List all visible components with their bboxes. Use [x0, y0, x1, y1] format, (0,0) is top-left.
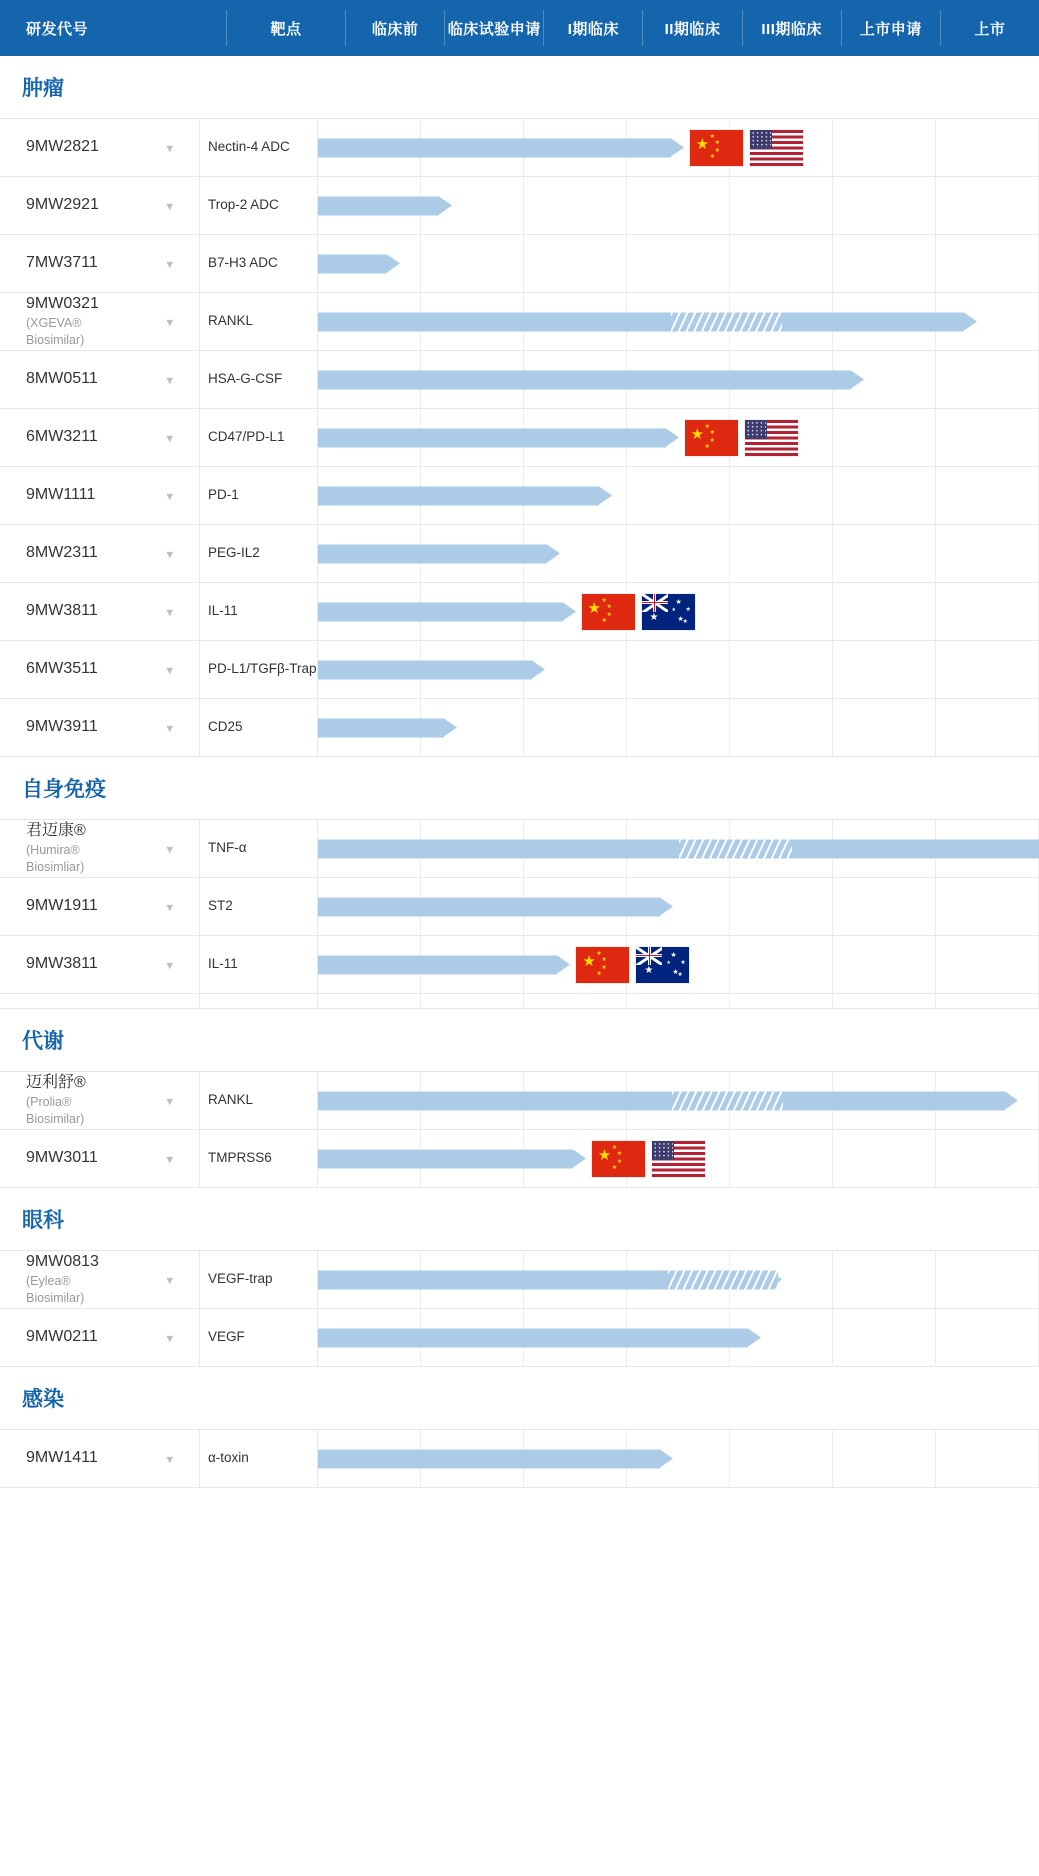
drug-code-label: 7MW3711 — [26, 254, 98, 272]
target-label: PD-L1/TGFβ-Trap — [200, 641, 318, 698]
chevron-down-icon[interactable]: ▾ — [166, 1451, 173, 1466]
progress-bar — [318, 544, 547, 563]
target-label: PD-1 — [200, 467, 318, 524]
chevron-down-icon[interactable]: ▾ — [166, 546, 173, 561]
drug-code-label: 9MW3011 — [26, 1149, 98, 1167]
chevron-down-icon[interactable]: ▾ — [166, 488, 173, 503]
chevron-down-icon[interactable]: ▾ — [166, 1093, 173, 1108]
drug-code-label: 9MW1411 — [26, 1449, 98, 1467]
stage-lanes — [318, 1130, 1039, 1187]
progress-arrow-icon — [387, 255, 400, 273]
table-row[interactable] — [0, 1072, 1039, 1130]
chevron-down-icon[interactable]: ▾ — [166, 1272, 173, 1287]
chevron-down-icon[interactable]: ▾ — [166, 841, 173, 856]
target-label: RANKL — [200, 1072, 318, 1129]
china-flag-icon: ★ ★ ★ ★ ★ — [576, 947, 629, 983]
pipeline-body — [0, 56, 1039, 1488]
progress-layer — [318, 820, 1039, 877]
drug-code-cell — [0, 293, 200, 350]
progress-layer — [318, 1430, 1039, 1487]
stage-lanes — [318, 878, 1039, 935]
progress-bar — [318, 138, 671, 157]
column-header-preclinical: 临床前 — [371, 20, 419, 38]
drug-code-cell — [0, 1251, 200, 1308]
column-header-nda: 上市申请 — [859, 20, 922, 38]
drug-code-label: 9MW0813 — [26, 1253, 99, 1271]
usa-flag-icon — [745, 420, 798, 456]
section-title-5: 感染 — [0, 1367, 1039, 1430]
progress-arrow-icon — [666, 429, 679, 447]
progress-arrow-icon — [1005, 1092, 1018, 1110]
target-label: CD25 — [200, 699, 318, 756]
progress-bar — [318, 718, 444, 737]
chevron-down-icon[interactable]: ▾ — [166, 314, 173, 329]
progress-bar — [318, 1328, 748, 1347]
progress-layer — [318, 583, 1039, 640]
drug-code-cell — [0, 235, 200, 292]
progress-arrow-icon — [573, 1150, 586, 1168]
column-header-phase1: I期临床 — [567, 20, 619, 38]
table-row[interactable] — [0, 351, 1039, 409]
drug-code-label: 9MW2821 — [26, 138, 99, 156]
progress-arrow-icon — [563, 603, 576, 621]
table-header — [0, 0, 1039, 56]
target-label — [200, 994, 318, 1008]
drug-code-label: 9MW0211 — [26, 1328, 98, 1346]
progress-bar — [318, 312, 964, 331]
progress-arrow-icon — [671, 139, 684, 157]
stage-lanes — [318, 699, 1039, 756]
region-flags — [690, 130, 803, 166]
stage-lanes — [318, 1072, 1039, 1129]
chevron-down-icon[interactable]: ▾ — [166, 604, 173, 619]
progress-bar — [318, 1449, 660, 1468]
table-row[interactable] — [0, 119, 1039, 177]
table-row[interactable] — [0, 1251, 1039, 1309]
progress-layer — [318, 641, 1039, 698]
progress-hatched-segment — [679, 839, 792, 858]
target-label: ST2 — [200, 878, 318, 935]
target-label: VEGF-trap — [200, 1251, 318, 1308]
china-flag-icon: ★ ★ ★ ★ ★ — [582, 594, 635, 630]
china-flag-icon: ★ ★ ★ ★ ★ — [690, 130, 743, 166]
usa-flag-icon — [750, 130, 803, 166]
progress-bar — [318, 428, 666, 447]
table-row[interactable] — [0, 177, 1039, 235]
stage-lanes — [318, 293, 1039, 350]
target-label: PEG-IL2 — [200, 525, 318, 582]
drug-code-label: 君迈康® — [26, 822, 86, 840]
chevron-down-icon[interactable]: ▾ — [166, 198, 173, 213]
table-row[interactable] — [0, 994, 1039, 1009]
progress-bar — [318, 839, 1039, 858]
table-row[interactable] — [0, 820, 1039, 878]
region-flags — [582, 594, 695, 630]
drug-code-cell — [0, 878, 200, 935]
table-row[interactable] — [0, 525, 1039, 583]
drug-code-cell — [0, 351, 200, 408]
target-label: VEGF — [200, 1309, 318, 1366]
chevron-down-icon[interactable]: ▾ — [166, 957, 173, 972]
stage-lanes — [318, 119, 1039, 176]
progress-arrow-icon — [748, 1329, 761, 1347]
target-label: TNF-α — [200, 820, 318, 877]
china-flag-icon: ★ ★ ★ ★ ★ — [592, 1141, 645, 1177]
progress-bar — [318, 1270, 769, 1289]
table-row[interactable] — [0, 235, 1039, 293]
progress-arrow-icon — [964, 313, 977, 331]
progress-layer — [318, 1130, 1039, 1187]
table-row[interactable] — [0, 1430, 1039, 1488]
progress-arrow-icon — [439, 197, 452, 215]
progress-bar — [318, 486, 599, 505]
progress-hatched-segment — [671, 312, 782, 331]
drug-code-cell — [0, 583, 200, 640]
target-label: B7-H3 ADC — [200, 235, 318, 292]
progress-bar — [318, 660, 532, 679]
progress-arrow-icon — [660, 898, 673, 916]
progress-layer — [318, 936, 1039, 993]
table-row[interactable] — [0, 293, 1039, 351]
drug-code-label: 8MW0511 — [26, 370, 98, 388]
drug-code-sublabel: (XGEVA® Biosimilar) — [26, 316, 85, 347]
usa-flag-icon — [652, 1141, 705, 1177]
target-label: CD47/PD-L1 — [200, 409, 318, 466]
table-row[interactable] — [0, 409, 1039, 467]
drug-code-sublabel: (Eylea® Biosimilar) — [26, 1274, 85, 1305]
australia-flag-icon: ★ ★ ★ ★ ★ ★ — [636, 947, 689, 983]
region-flags — [576, 947, 689, 983]
drug-code-label: 6MW3211 — [26, 428, 98, 446]
progress-layer — [318, 119, 1039, 176]
drug-code-cell — [0, 641, 200, 698]
progress-bar — [318, 1149, 573, 1168]
progress-bar — [318, 897, 660, 916]
progress-bar — [318, 955, 557, 974]
stage-lanes — [318, 641, 1039, 698]
progress-layer — [318, 235, 1039, 292]
progress-bar — [318, 254, 387, 273]
column-header-target: 靶点 — [270, 20, 302, 38]
progress-bar — [318, 1091, 1005, 1110]
progress-arrow-icon — [547, 545, 560, 563]
progress-arrow-icon — [444, 719, 457, 737]
stage-lanes — [318, 467, 1039, 524]
chevron-down-icon[interactable]: ▾ — [166, 662, 173, 677]
drug-code-cell — [0, 1072, 200, 1129]
drug-code-cell — [0, 409, 200, 466]
progress-arrow-icon — [532, 661, 545, 679]
stage-lanes — [318, 1309, 1039, 1366]
chevron-down-icon[interactable]: ▾ — [166, 256, 173, 271]
chevron-down-icon[interactable]: ▾ — [166, 899, 173, 914]
drug-code-label: 9MW1111 — [26, 486, 96, 504]
drug-code-cell — [0, 119, 200, 176]
drug-code-label: 9MW0321 — [26, 295, 99, 313]
stage-lanes — [318, 1251, 1039, 1308]
progress-layer — [318, 878, 1039, 935]
stage-lanes — [318, 525, 1039, 582]
chevron-down-icon[interactable]: ▾ — [166, 430, 173, 445]
progress-layer — [318, 1072, 1039, 1129]
progress-layer — [318, 1251, 1039, 1308]
progress-arrow-icon — [660, 1450, 673, 1468]
china-flag-icon: ★ ★ ★ ★ ★ — [685, 420, 738, 456]
section-title-2: 自身免疫 — [0, 757, 1039, 820]
chevron-down-icon[interactable]: ▾ — [166, 1151, 173, 1166]
chevron-down-icon[interactable]: ▾ — [166, 372, 173, 387]
table-row[interactable] — [0, 467, 1039, 525]
column-header-phase2: II期临床 — [664, 20, 721, 38]
section-title-3: 代谢 — [0, 1009, 1039, 1072]
target-label: IL-11 — [200, 936, 318, 993]
chevron-down-icon[interactable]: ▾ — [166, 140, 173, 155]
column-header-marketed: 上市 — [974, 20, 1006, 38]
column-header-phase3: III期临床 — [761, 20, 822, 38]
progress-layer — [318, 293, 1039, 350]
table-row[interactable] — [0, 583, 1039, 641]
stage-lanes — [318, 409, 1039, 466]
drug-code-label: 9MW2921 — [26, 196, 99, 214]
stage-lanes — [318, 936, 1039, 993]
progress-bar — [318, 196, 439, 215]
column-header-code: 研发代号 — [26, 20, 89, 38]
progress-layer — [318, 994, 1039, 1008]
target-label: Nectin-4 ADC — [200, 119, 318, 176]
drug-code-cell — [0, 820, 200, 877]
target-label: Trop-2 ADC — [200, 177, 318, 234]
stage-lanes — [318, 820, 1039, 877]
drug-code-cell — [0, 699, 200, 756]
target-label: α-toxin — [200, 1430, 318, 1487]
target-label: HSA-G-CSF — [200, 351, 318, 408]
drug-code-cell — [0, 177, 200, 234]
progress-layer — [318, 409, 1039, 466]
drug-code-label: 9MW1911 — [26, 897, 98, 915]
section-title-1: 肿瘤 — [0, 56, 1039, 119]
drug-code-label: 迈利舒® — [26, 1074, 86, 1092]
table-row[interactable] — [0, 1130, 1039, 1188]
region-flags — [685, 420, 798, 456]
drug-code-cell — [0, 936, 200, 993]
progress-arrow-icon — [557, 956, 570, 974]
chevron-down-icon[interactable]: ▾ — [166, 720, 173, 735]
target-label: RANKL — [200, 293, 318, 350]
chevron-down-icon[interactable]: ▾ — [166, 1330, 173, 1345]
table-row[interactable] — [0, 699, 1039, 757]
progress-layer — [318, 467, 1039, 524]
progress-arrow-icon — [599, 487, 612, 505]
stage-lanes — [318, 235, 1039, 292]
drug-code-cell — [0, 525, 200, 582]
drug-code-cell — [0, 467, 200, 524]
stage-lanes — [318, 1430, 1039, 1487]
stage-lanes — [318, 351, 1039, 408]
drug-code-cell — [0, 1130, 200, 1187]
drug-code-sublabel: (Humira® Biosimliar) — [26, 843, 85, 874]
table-row[interactable] — [0, 641, 1039, 699]
stage-lanes — [318, 583, 1039, 640]
drug-code-cell — [0, 994, 200, 1008]
table-row[interactable] — [0, 878, 1039, 936]
region-flags — [592, 1141, 705, 1177]
drug-code-label: 6MW3511 — [26, 660, 98, 678]
progress-arrow-icon — [851, 371, 864, 389]
drug-code-label: 9MW3911 — [26, 718, 98, 736]
target-label: IL-11 — [200, 583, 318, 640]
table-row[interactable] — [0, 1309, 1039, 1367]
target-label: TMPRSS6 — [200, 1130, 318, 1187]
section-title-4: 眼科 — [0, 1188, 1039, 1251]
column-header-ind: 临床试验申请 — [447, 20, 541, 38]
australia-flag-icon: ★ ★ ★ ★ ★ ★ — [642, 594, 695, 630]
progress-layer — [318, 1309, 1039, 1366]
stage-lanes — [318, 994, 1039, 1008]
drug-code-label: 9MW3811 — [26, 602, 98, 620]
drug-code-label: 9MW3811 — [26, 955, 98, 973]
drug-code-label: 8MW2311 — [26, 544, 98, 562]
progress-layer — [318, 699, 1039, 756]
progress-hatched-segment — [672, 1091, 783, 1110]
drug-code-sublabel: (Prolia® Biosimilar) — [26, 1095, 85, 1126]
progress-layer — [318, 525, 1039, 582]
progress-layer — [318, 351, 1039, 408]
table-row[interactable] — [0, 936, 1039, 994]
progress-layer — [318, 177, 1039, 234]
drug-code-cell — [0, 1309, 200, 1366]
progress-hatched-segment — [668, 1270, 778, 1289]
progress-bar — [318, 602, 563, 621]
progress-bar — [318, 370, 851, 389]
drug-code-cell — [0, 1430, 200, 1487]
stage-lanes — [318, 177, 1039, 234]
